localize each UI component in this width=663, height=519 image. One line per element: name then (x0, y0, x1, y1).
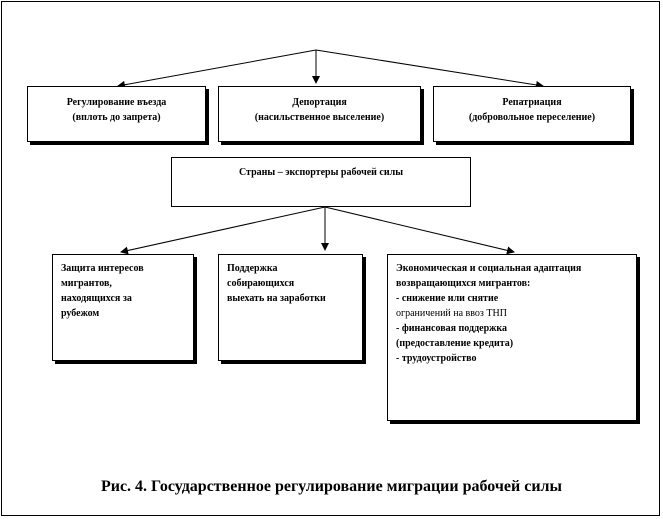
box-adaptation-line-5: - финансовая поддержка (396, 323, 507, 334)
box-repatriation-title: Репатриация (502, 97, 562, 108)
box-support-line-2: собирающихся (227, 278, 295, 289)
arrow-to-regulation (118, 50, 316, 86)
box-repatriation-note: (добровольное переселение) (468, 112, 596, 123)
box-adaptation-line-6: (предоставление кредита) (396, 338, 514, 349)
box-entry-regulation-note: (вплоть до запрета) (72, 112, 161, 123)
box-adaptation-line-2: возвращающихся мигрантов: (396, 278, 531, 289)
box-deportation-note: (насильственное выселение) (254, 112, 385, 123)
box-deportation-title: Депортация (292, 97, 347, 108)
box-support-departing (218, 254, 363, 361)
arrow-to-adaptation (325, 207, 514, 252)
box-entry-regulation-title: Регулирование въезда (66, 97, 167, 108)
box-protection-line-3: находящихся за (61, 293, 132, 304)
box-protection-line-1: Защита интересов (61, 263, 144, 274)
arrow-to-repatriation (316, 50, 543, 86)
box-adaptation-line-7: - трудоустройство (396, 353, 477, 364)
box-protection-of-migrants (52, 254, 194, 361)
center-box-label: Страны – экспортеры рабочей силы (238, 167, 404, 178)
box-adaptation-line-1: Экономическая и социальная адаптация (396, 263, 582, 274)
box-adaptation-line-3: - снижение или снятие (396, 293, 499, 304)
box-support-line-3: выехать на заработки (227, 293, 326, 304)
figure-caption: Рис. 4. Государственное регулирование миграции рабочей силы (100, 478, 563, 495)
box-repatriation (433, 86, 631, 142)
box-protection-line-4: рубежом (61, 308, 100, 319)
arrow-to-protection (121, 207, 325, 252)
box-deportation (218, 86, 421, 142)
box-protection-line-2: мигрантов, (61, 278, 112, 289)
box-support-line-1: Поддержка (227, 263, 278, 274)
box-adaptation-of-returnees (387, 254, 637, 421)
box-adaptation-line-4: ограничений на ввоз ТНП (396, 308, 507, 319)
box-entry-regulation (27, 86, 206, 142)
box-labor-exporting-countries (171, 157, 471, 207)
